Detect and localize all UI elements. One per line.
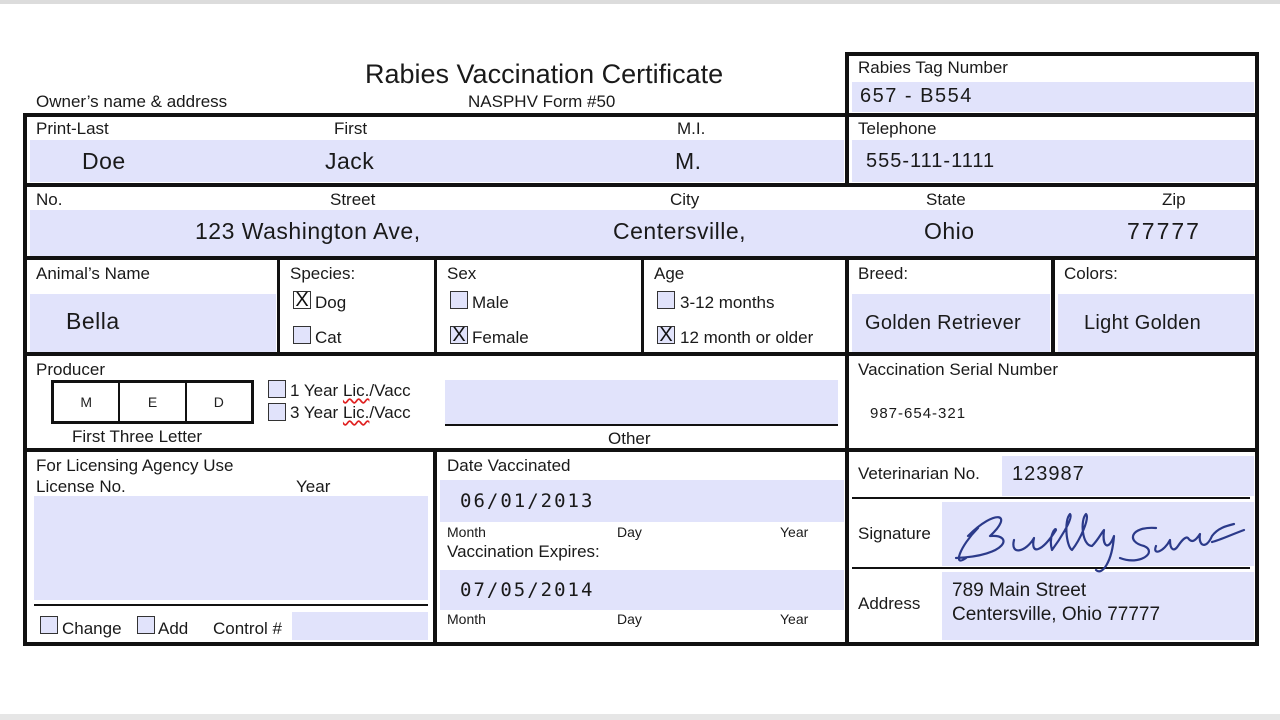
sex-female-checkbox[interactable]: X bbox=[450, 326, 468, 344]
border-line bbox=[1255, 52, 1259, 646]
change-checkbox[interactable] bbox=[40, 616, 58, 634]
producer-letter-2[interactable]: E bbox=[120, 383, 186, 421]
tag-number-value: 657 - B554 bbox=[860, 85, 973, 107]
age-3-12-months-checkbox[interactable] bbox=[657, 291, 675, 309]
vacc-text: /Vacc bbox=[369, 381, 411, 400]
border-line bbox=[23, 183, 1259, 187]
add-label: Add bbox=[158, 619, 189, 638]
producer-label: Producer bbox=[36, 360, 105, 379]
vaccinated-day-label: Day bbox=[617, 524, 642, 540]
veterinarian-address-line2: Centersville, Ohio 77777 bbox=[952, 604, 1161, 625]
signature-image bbox=[944, 506, 1248, 578]
street-value: 123 Washington Ave, bbox=[195, 218, 421, 244]
first-name-value: Jack bbox=[325, 148, 375, 174]
producer-letter-3[interactable]: D bbox=[213, 394, 224, 410]
licensing-agency-label: For Licensing Agency Use bbox=[36, 456, 234, 475]
species-cat-label: Cat bbox=[315, 328, 342, 347]
border-line bbox=[845, 52, 1259, 56]
serial-number-label: Vaccination Serial Number bbox=[858, 360, 1058, 379]
bottom-edge bbox=[0, 714, 1280, 720]
middle-initial-label: M.I. bbox=[677, 119, 706, 138]
form-number: NASPHV Form #50 bbox=[468, 92, 616, 111]
other-underline bbox=[445, 424, 838, 426]
producer-letters-caption: First Three Letter bbox=[72, 427, 203, 446]
vaccinated-month-label: Month bbox=[447, 524, 486, 540]
veterinarian-address-label: Address bbox=[858, 594, 921, 613]
colors-label: Colors: bbox=[1064, 264, 1118, 283]
age-3-12-months-label: 3-12 months bbox=[680, 293, 775, 312]
tag-number-label: Rabies Tag Number bbox=[858, 58, 1008, 77]
sex-label: Sex bbox=[447, 264, 477, 283]
vaccination-expires-value: 07/05/2014 bbox=[460, 579, 595, 601]
sex-male-label: Male bbox=[472, 293, 509, 312]
change-label: Change bbox=[62, 619, 122, 638]
sex-female-label: Female bbox=[472, 328, 529, 347]
top-edge bbox=[0, 0, 1280, 4]
zip-label: Zip bbox=[1162, 190, 1186, 209]
producer-other-label: Other bbox=[608, 429, 651, 448]
age-12-months-or-older-label: 12 month or older bbox=[680, 328, 814, 347]
lic-word: Lic. bbox=[342, 403, 370, 422]
age-12-months-or-older-checkbox[interactable]: X bbox=[657, 326, 675, 344]
sex-male-checkbox[interactable] bbox=[450, 291, 468, 309]
house-number-label: No. bbox=[36, 190, 63, 209]
middle-initial-value: M. bbox=[675, 148, 702, 174]
date-vaccinated-value: 06/01/2013 bbox=[460, 490, 595, 512]
owner-name-field[interactable] bbox=[30, 140, 844, 182]
age-label: Age bbox=[654, 264, 685, 283]
city-label: City bbox=[670, 190, 700, 209]
last-name-value: Doe bbox=[82, 148, 126, 174]
control-number-field[interactable] bbox=[292, 612, 428, 640]
license-year-label: Year bbox=[296, 477, 331, 496]
three-year-text: 3 Year bbox=[290, 403, 343, 422]
one-year-license-label bbox=[290, 381, 411, 401]
lic-word: Lic. bbox=[342, 381, 370, 400]
one-year-license-checkbox[interactable] bbox=[268, 380, 286, 398]
zip-value: 77777 bbox=[1127, 218, 1201, 244]
last-name-label: Print-Last bbox=[36, 119, 109, 138]
vacc-text: /Vacc bbox=[369, 403, 411, 422]
producer-letters-box bbox=[51, 380, 254, 424]
street-label: Street bbox=[330, 190, 376, 209]
first-name-label: First bbox=[334, 119, 368, 138]
veterinarian-number-label: Veterinarian No. bbox=[858, 464, 980, 483]
expires-month-label: Month bbox=[447, 611, 486, 627]
telephone-value: 555-111-1111 bbox=[866, 150, 996, 172]
city-value: Centersville, bbox=[613, 218, 747, 244]
vaccination-expires-label: Vaccination Expires: bbox=[447, 542, 600, 561]
date-vaccinated-label: Date Vaccinated bbox=[447, 456, 571, 475]
producer-letter-1[interactable]: M bbox=[54, 383, 120, 421]
animal-name-label: Animal’s Name bbox=[36, 264, 151, 283]
breed-label: Breed: bbox=[858, 264, 909, 283]
control-number-label: Control # bbox=[213, 619, 282, 638]
three-year-license-label bbox=[290, 403, 411, 423]
signature-label: Signature bbox=[858, 524, 931, 543]
vet-divider bbox=[852, 497, 1250, 499]
license-number-field[interactable] bbox=[34, 496, 428, 600]
expires-day-label: Day bbox=[617, 611, 642, 627]
border-line bbox=[23, 113, 1259, 117]
border-line bbox=[1051, 256, 1055, 354]
add-checkbox[interactable] bbox=[137, 616, 155, 634]
three-year-license-checkbox[interactable] bbox=[268, 403, 286, 421]
species-dog-checkbox[interactable]: X bbox=[293, 291, 311, 309]
species-label: Species: bbox=[290, 264, 356, 283]
species-cat-checkbox[interactable] bbox=[293, 326, 311, 344]
one-year-text: 1 Year bbox=[290, 381, 343, 400]
border-line bbox=[434, 256, 437, 354]
license-number-label: License No. bbox=[36, 477, 126, 496]
veterinarian-address-line1: 789 Main Street bbox=[952, 580, 1087, 601]
border-line bbox=[641, 256, 644, 354]
border-line bbox=[845, 256, 849, 646]
colors-value: Light Golden bbox=[1084, 312, 1202, 334]
state-value: Ohio bbox=[924, 218, 975, 244]
border-line bbox=[433, 448, 437, 646]
breed-value: Golden Retriever bbox=[865, 312, 1021, 334]
license-divider bbox=[34, 604, 428, 606]
page-title: Rabies Vaccination Certificate bbox=[365, 59, 724, 89]
state-label: State bbox=[926, 190, 966, 209]
serial-number-value: 987-654-321 bbox=[870, 405, 967, 422]
owner-section-label: Owner’s name & address bbox=[36, 92, 228, 111]
animal-name-value: Bella bbox=[66, 308, 120, 334]
border-line bbox=[277, 256, 280, 354]
veterinarian-number-value: 123987 bbox=[1012, 463, 1085, 485]
expires-year-label: Year bbox=[780, 611, 809, 627]
telephone-label: Telephone bbox=[858, 119, 937, 138]
species-dog-label: Dog bbox=[315, 293, 347, 312]
border-line bbox=[23, 642, 1259, 646]
producer-other-field[interactable] bbox=[445, 380, 838, 424]
border-line bbox=[845, 52, 849, 187]
vaccinated-year-label: Year bbox=[780, 524, 809, 540]
border-line bbox=[23, 113, 27, 646]
